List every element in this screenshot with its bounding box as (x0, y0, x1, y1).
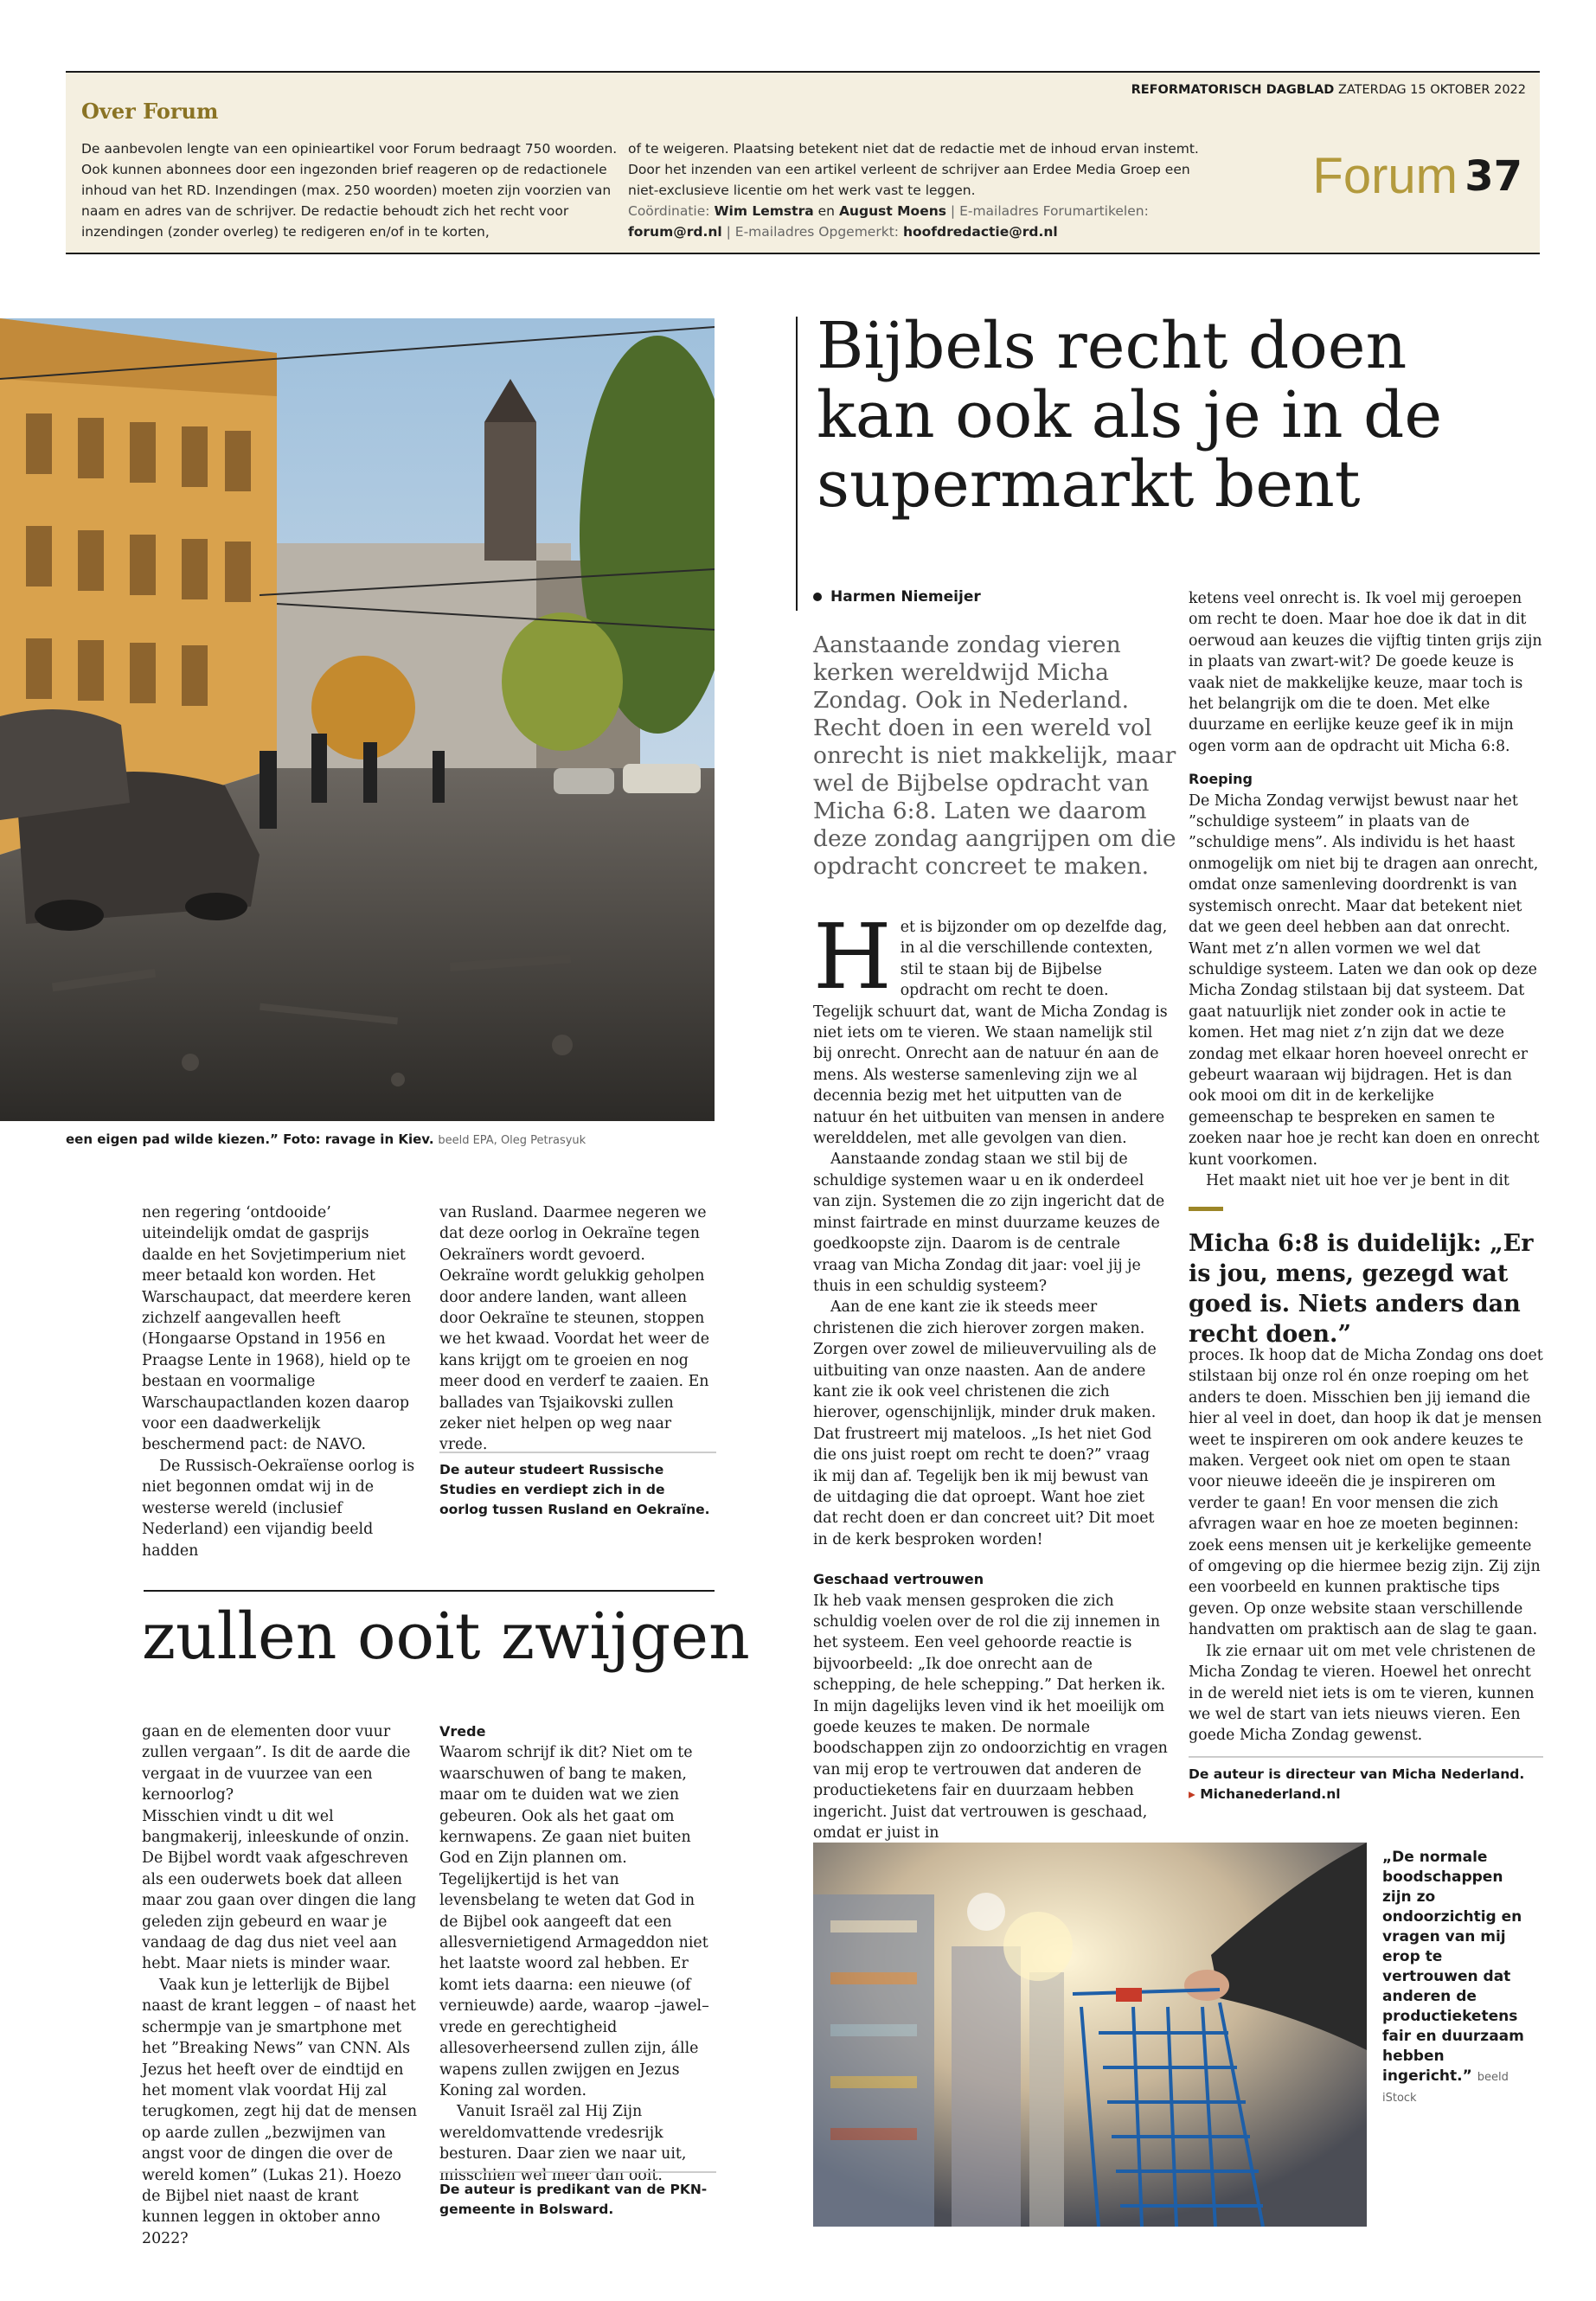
bottom-article-author-note: De auteur is predikant van de PKN-gemeente in Bolsward. (439, 2171, 716, 2220)
main-article-author-note: De auteur is directeur van Micha Nederland. ▸ Michanederland.nl (1189, 1756, 1543, 1804)
kiev-ravage-photo (0, 318, 715, 1121)
left-article-author-note: De auteur studeert Russische Studies en verdiept zich in de oorlog tussen Rusland en Oekraïne. (439, 1452, 716, 1520)
main-article-col2-continued: proces. Ik hoop dat de Micha Zondag ons doet stilstaan bij onze rol én onze roeping om het anders te doen. Misschien ben jij iemand die hier al veel in doet, dan hoop ik dat je mensen weet te inspireren om ook andere keuzes te maken. Vergeet ook niet om open te staan voor nieuwe ideeën die je inspireren om verder te gaan! En voor mensen die zich afvragen waar en hoe ze moeten beginnen: zoek eens mensen uit je kerkelijke gemeente of omgeving op die hiermee bezig zijn. Zij zijn een voorbeeld en kunnen praktische tips geven. Op onze website staan verschillende handvatten om praktisch aan de slag te gaan. Ik zie ernaar uit om met vele christenen de Micha Zondag te vieren. Hoewel het onrecht in de wereld niet iets is om te vieren, kunnen we wel de start van iets nieuws vieren. Een goede Micha Zondag gewenst. (1189, 1347, 1543, 1745)
paper-dateline: REFORMATORISCH DAGBLAD ZATERDAG 15 OKTOBER 2022 (1131, 83, 1526, 97)
bottom-article-col2: Vrede Waarom schrijf ik dit? Niet om te waarschuwen of bang te maken, maar om te duiden wat we zien gebeuren. Ook als het gaat om kernwapens. Ze gaan niet buiten God en Zijn plannen om. Tegelijkertijd is het van levensbelang te weten dat God in de Bijbel ook aangeeft dat een allesvernietigend Armageddon niet het laatste woord zal hebben. Er komt iets daarna: een nieuwe (of vernieuwde) aarde, waarop –jawel– vrede en gerechtigheid allesoverheersend zullen zijn, álle wapens zullen zwijgen en Jezus Koning zal worden. Vanuit Israël zal Hij Zijn wereldomvattende vredesrijk besturen. Daar zien we naar uit, misschien wel meer dan ooit. (439, 1721, 716, 2186)
supermarket-photo (813, 1843, 1367, 2227)
byline: Harmen Niemeijer (813, 588, 981, 606)
photo2-caption: „De normale boodschappen zijn zo ondoorzichtig en vragen van mij erop te vertrouwen dat anderen de productieketens fair en duurzaam hebben ingericht.” beeld iStock (1382, 1849, 1524, 2105)
bottom-article-headline: zullen ooit zwijgen (142, 1599, 750, 1674)
bottom-article-rule (144, 1590, 715, 1592)
geschaad-vertrouwen-heading: Geschaad vertrouwen (813, 1571, 984, 1588)
supermarket-cart-image (813, 1843, 1367, 2227)
vrede-heading: Vrede (439, 1723, 486, 1740)
photo1-caption: een eigen pad wilde kiezen.” Foto: ravage in Kiev. beeld EPA, Oleg Petrasyuk (66, 1131, 586, 1147)
main-headline: Bijbels recht doen kan ook als je in de supermarkt bent (817, 309, 1443, 522)
pull-quote-bar (1189, 1207, 1223, 1211)
bullet-icon (813, 593, 822, 601)
over-forum-info-col1: De aanbevolen lengte van een opinieartikel voor Forum bedraagt 750 woorden. Ook kunnen abonnees door een ingezonden brief reageren op de redactionele inhoud van het RD. Inzendingen (max. 250 woorden) moeten zijn voorzien van naam en adres van de schrijver. De redactie behoudt zich het recht voor inzendingen (zonder overleg) te redigeren en/of in te korten, (81, 141, 618, 240)
kiev-street-image (0, 318, 715, 1121)
dropcap: H (813, 904, 892, 1009)
main-article-col1: Het is bijzonder om op dezelfde dag, in al die verschillende contexten, stil te staan bij de Bijbelse opdracht om recht te doen. Tegelijk schuurt dat, want de Micha Zondag is niet iets om te vieren. We staan namelijk stil bij onrecht. Onrecht aan de natuur én aan de mens. Als westerse samenleving zijn we al decennia bezig met het uitputten van de natuur én het uitbuiten van mensen in andere werelddelen, met alle gevolgen van dien. Aanstaande zondag staan we stil bij de schuldige systemen waar u en ik onderdeel van zijn. Systemen die zo zijn ingericht dat de minst fairtrade en minst duurzame keuzes de goedkoopste zijn. Daarom is de centrale vraag van Micha Zondag dit jaar: voel jij je thuis in een schuldig systeem? Aan de ene kant zie ik steeds meer christenen die zich hierover zorgen maken. Zorgen over zowel de milieuvervuiling als de uitbuiting van onze naasten. Aan de andere kant zie ik ook veel christenen die zich hierover, ogenschijnlijk, minder druk maken. Dat frustreert mij mateloos. „Is het niet God die ons juist roept om recht te doen?” vraag ik mij dan af. Tegelijk ben ik mij bewust van de uitdaging die dat oproept. Want hoe ziet dat recht doen er dan concreet uit? Dit moet in de kerk besproken worden! Geschaad vertrouwen Ik heb vaak mensen gesproken die zich schuldig voelen over de rol die zij innemen in het systeem. Een veel gehoorde reactie is bijvoorbeeld: „Ik doe onrecht aan de schepping, de hele schepping.” Dat herken ik. In mijn dagelijks leven vind ik het moeilijk om goede keuzes te maken. De normale boodschappen zijn zo ondoorzichtig en vragen van mij erop te vertrouwen dat anderen de productieketens fair en duurzaam hebben ingericht. Juist dat vertrouwen is geschaad, omdat er juist in (813, 904, 1168, 1843)
over-forum-info-col2: of te weigeren. Plaatsing betekent niet dat de redactie met de inhoud ervan instemt. Door het inzenden van een artikel verleent de schrijver aan Erdee Media Groep een niet-exclusieve licentie om het werk vast te leggen. Coördinatie: Wim Lemstra en August Moens | E-mailadres Forumartikelen: forum@rd.nl | E-mailadres Opgemerkt: hoofdredactie@rd.nl (628, 141, 1199, 240)
arrow-right-icon: ▸ (1189, 1786, 1195, 1802)
forum-email-link[interactable]: forum@rd.nl (628, 224, 722, 240)
left-article-col2: van Rusland. Daarmee negeren we dat deze oorlog in Oekraïne tegen Oekraïners wordt gevoerd. Oekraïne wordt gelukkig geholpen door andere landen, want alleen door Oekraïne te steunen, stoppen we het kwaad. Voordat het weer de kans krijgt om te groeien en nog meer dood en verderf te zaaien. En ballades van Tsjaikovski zullen zeker niet helpen op weg naar vrede. (439, 1204, 710, 1454)
article-intro: Aanstaande zondag vieren kerken wereldwijd Micha Zondag. Ook in Nederland. Recht doen in een wereld vol onrecht is niet makkelijk, maar wel de Bijbelse opdracht van Micha 6:8. Laten we daarom deze zondag aangrijpen om die opdracht concreet te maken. (813, 631, 1176, 880)
roeping-heading: Roeping (1189, 771, 1253, 788)
page-number: 37 (1465, 152, 1522, 201)
over-forum-box (66, 73, 1540, 254)
left-article-col1: nen regering ‘ontdooide’ uiteindelijk omdat de gasprijs daalde en het Sovjetimperium niet meer betaald kon worden. Het Warschaupact, dat meerdere keren zichzelf aangevallen heeft (Hongaarse Opstand in 1956 en Praagse Lente in 1968), hield op te bestaan en voormalige Warschaupactlanden kozen daarop voor een daadwerkelijk beschermend pact: de NAVO. De Russisch-Oekraïense oorlog is niet begonnen omdat wij in de westerse wereld (inclusief Nederland) een vijandig beeld hadden (142, 1204, 415, 1560)
over-forum-title: Over Forum (81, 99, 219, 124)
pull-quote: Micha 6:8 is duidelijk: „Er is jou, mens, gezegd wat goed is. Niets anders dan recht doen.” (1189, 1230, 1534, 1348)
headline-vertical-rule (796, 317, 798, 611)
section-title: Forum (1312, 148, 1458, 204)
micha-website-link[interactable]: ▸ Michanederland.nl (1189, 1786, 1341, 1802)
main-article-col2: ketens veel onrecht is. Ik voel mij geroepen om recht te doen. Maar hoe doe ik dat in dit oerwoud aan keuzes die vijftig tinten grijs zijn in plaats van zwart-wit? De goede keuze is vaak niet de makkelijke keuze, maar toch is het belangrijk om die te doen. Met elke duurzame en eerlijke keuze geef ik in mijn ogen vorm aan de opdracht uit Micha 6:8. Roeping De Micha Zondag verwijst bewust naar het ”schuldige systeem” in plaats van de ”schuldige mens”. Als individu is het haast onmogelijk om niet bij te dragen aan onrecht, omdat onze samenleving doordrenkt is van systemisch onrecht. Maar dat betekent niet dat we geen deel hebben aan dat onrecht. Want met z’n allen vormen we wel dat schuldige systeem. Laten we dan ook op deze Micha Zondag stilstaan bij dat systeem. Dat gaat natuurlijk niet zonder ook in actie te komen. Het mag niet z’n zijn dat we deze zondag met elkaar horen hoeveel onrecht er gebeurt waaraan wij bijdragen. Het is dan ook mooi om dit in de kerkelijke gemeenschap te bespreken en samen te zoeken naar hoe je recht kan doen en onrecht kunt voorkomen. Het maakt niet uit hoe ver je bent in dit (1189, 590, 1542, 1189)
bottom-article-col1: gaan en de elementen door vuur zullen vergaan”. Is dit de aarde die vergaat in de vuurzee van een kernoorlog? Misschien vindt u dit wel bangmakerij, inleeskunde of onzin. De Bijbel wordt vaak afgeschreven als een ouderwets boek dat alleen maar zou gaan over dingen die lang geleden zijn gebeurd en waar je vandaag de dag dus niet veel aan hebt. Maar niets is minder waar. Vaak kun je letterlijk de Bijbel naast de krant leggen – of naast het schermpje van je smartphone met het ”Breaking News” van CNN. Als Jezus het heeft over de eindtijd en het moment vlak voordat Hij zal terugkomen, zegt hij dat de mensen op aarde zullen „bezwijmen van angst voor de dingen die over de wereld komen” (Lukas 21). Hoezo de Bijbel niet naast de krant kunnen leggen in oktober anno 2022? (142, 1723, 418, 2247)
opgemerkt-email-link[interactable]: hoofdredactie@rd.nl (902, 224, 1058, 240)
